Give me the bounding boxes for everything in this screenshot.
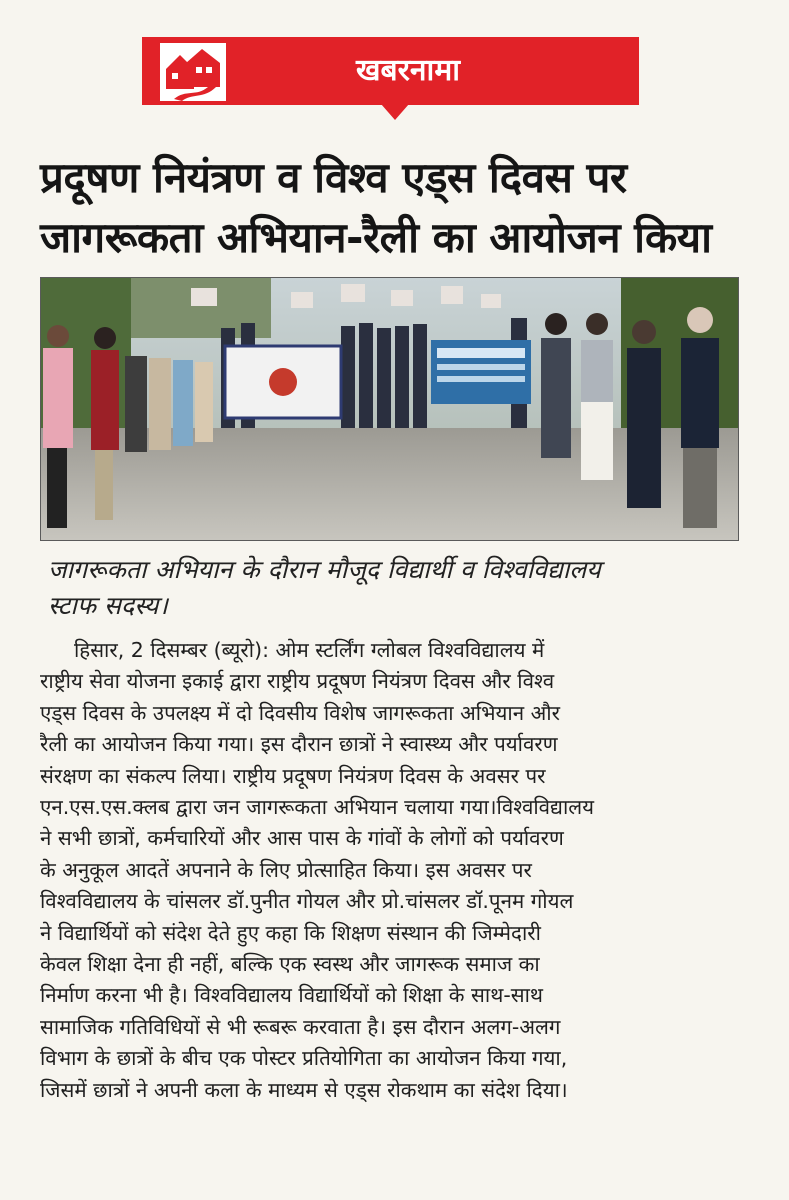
article-line: के अनुकूल आदतें अपनाने के लिए प्रोत्साहित किया। इस अवसर पर — [40, 857, 532, 882]
article-line: रैली का आयोजन किया गया। इस दौरान छात्रों ने स्वास्थ्य और पर्यावरण — [40, 732, 558, 757]
headline — [40, 148, 760, 268]
banner-pointer — [381, 104, 409, 120]
article-line: केवल शिक्षा देना ही नहीं, बल्कि एक स्वस्थ और जागरूक समाज का — [40, 952, 540, 977]
headline-line-1: प्रदूषण नियंत्रण व विश्व एड्स दिवस पर — [40, 153, 627, 202]
caption-line-2: स्टाफ सदस्य। — [48, 591, 168, 620]
photo-caption — [48, 552, 748, 624]
house-road-logo-icon — [158, 41, 228, 103]
article-line: जिसमें छात्रों ने अपनी कला के माध्यम से एड्स रोकथाम का संदेश दिया। — [40, 1077, 568, 1102]
article-line: ने विद्यार्थियों को संदेश देते हुए कहा कि शिक्षण संस्थान की जिम्मेदारी — [40, 920, 541, 945]
article-line: राष्ट्रीय सेवा योजना इकाई द्वारा राष्ट्रीय प्रदूषण नियंत्रण दिवस और विश्व — [40, 669, 555, 694]
article-line: ने सभी छात्रों, कर्मचारियों और आस पास के गांवों के लोगों को पर्यावरण — [40, 826, 564, 851]
article-line: एड्स दिवस के उपलक्ष्य में दो दिवसीय विशेष जागरूकता अभियान और — [40, 700, 560, 725]
headline-line-2: जागरूकता अभियान-रैली का आयोजन किया — [40, 213, 712, 262]
article-body — [40, 635, 740, 1106]
caption-line-1: जागरूकता अभियान के दौरान मौजूद विद्यार्थी व विश्वविद्यालय — [48, 555, 601, 584]
article-line: हिसार, 2 दिसम्बर (ब्यूरो): ओम स्टर्लिंग ग्लोबल विश्वविद्यालय में — [74, 638, 545, 662]
article-line: सामाजिक गतिविधियों से भी रूबरू करवाता है। इस दौरान अलग-अलग — [40, 1014, 561, 1039]
article-line: निर्माण करना भी है। विश्वविद्यालय विद्यार्थियों को शिक्षा के साथ-साथ — [40, 983, 543, 1008]
article-line: विभाग के छात्रों के बीच एक पोस्टर प्रतियोगिता का आयोजन किया गया, — [40, 1046, 568, 1071]
news-photo — [40, 277, 739, 541]
article-line: विश्वविद्यालय के चांसलर डॉ.पुनीत गोयल और प्रो.चांसलर डॉ.पूनम गोयल — [40, 889, 574, 914]
section-title: खबरनामा — [355, 53, 461, 88]
article-line: एन.एस.एस.क्लब द्वारा जन जागरूकता अभियान चलाया गया।विश्वविद्यालय — [40, 795, 595, 820]
article-line: संरक्षण का संकल्प लिया। राष्ट्रीय प्रदूषण नियंत्रण दिवस के अवसर पर — [40, 763, 546, 788]
